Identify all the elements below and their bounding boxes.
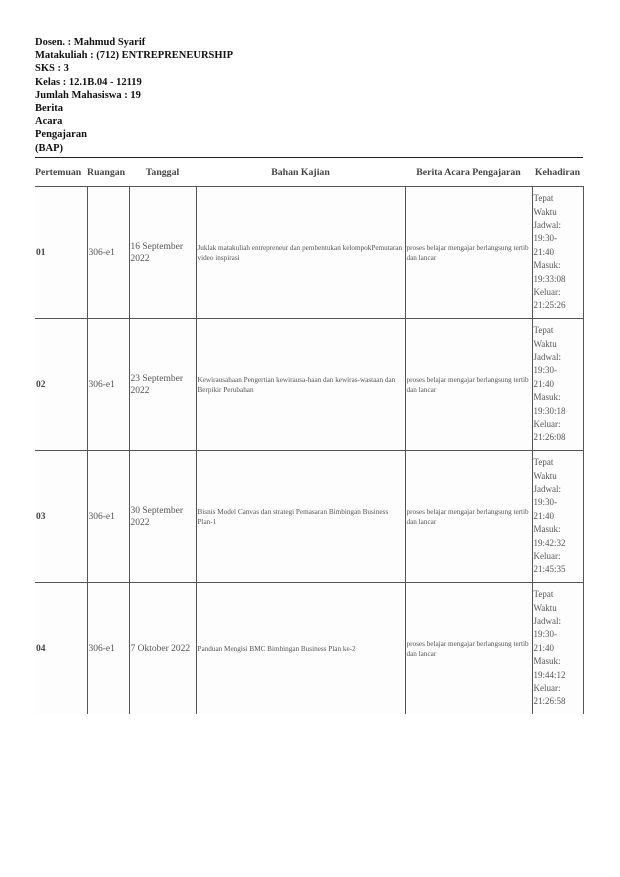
room-cell: 306-e1 <box>87 583 129 715</box>
course-line: Matakuliah : (712) ENTREPRENEURSHIP <box>35 50 234 62</box>
schedule-start: 19:30- <box>533 233 557 244</box>
meeting-number: 04 <box>35 583 87 715</box>
attendance-cell <box>532 451 583 583</box>
credits-line: SKS : 3 <box>35 63 69 75</box>
check-out-time: 21:25:26 <box>533 300 566 311</box>
date-cell: 23 September 2022 <box>129 319 196 451</box>
check-in-label: Masuk: <box>533 524 561 535</box>
date-cell: 30 September 2022 <box>129 451 196 583</box>
column-header-bahan-kajian: Bahan Kajian <box>196 158 405 187</box>
check-in-time: 19:33:08 <box>533 273 566 284</box>
attendance-cell <box>532 319 583 451</box>
schedule-end: 21:40 <box>533 510 555 521</box>
column-header-pertemuan: Pertemuan <box>35 158 87 187</box>
schedule-end: 21:40 <box>533 378 555 389</box>
date-cell: 16 September 2022 <box>129 187 196 319</box>
check-out-time: 21:26:08 <box>533 432 566 443</box>
check-out-time: 21:45:35 <box>533 564 566 575</box>
table-row <box>35 187 583 319</box>
check-out-label: Keluar: <box>533 683 561 694</box>
topic-cell: Kewirausahaan Pengertian kewirausa-haan dan kewiras-wastaan dan Berpikir Perubahan <box>196 319 405 451</box>
attendance-status: Tepat <box>533 589 554 600</box>
table-row <box>35 319 583 451</box>
date-cell: 7 Oktober 2022 <box>129 583 196 715</box>
topic-cell: Juklak matakuliah entrepreneur dan pembentukan kelompokPemutaran video inspirasi <box>196 187 405 319</box>
lecturer-line: Dosen. : Mahmud Syarif <box>35 37 146 48</box>
attendance-status: Waktu <box>533 206 557 217</box>
check-in-label: Masuk: <box>533 260 561 271</box>
check-in-label: Masuk: <box>533 656 561 667</box>
class-line: Kelas : 12.1B.04 - 12119 <box>35 76 142 88</box>
schedule-label: Jadwal: <box>533 219 561 230</box>
schedule-end: 21:40 <box>533 642 555 653</box>
attendance-status: Waktu <box>533 470 557 481</box>
column-header-tanggal: Tanggal <box>129 158 196 187</box>
bap-table <box>35 157 584 714</box>
check-out-label: Keluar: <box>533 287 561 298</box>
table-header-row <box>35 158 583 187</box>
attendance-cell <box>532 583 583 715</box>
schedule-start: 19:30- <box>533 497 557 508</box>
meeting-number: 01 <box>35 187 87 319</box>
report-cell: proses belajar mengajar berlangsung tertib dan lancar <box>405 187 532 319</box>
table-row <box>35 583 583 715</box>
check-in-time: 19:42:32 <box>533 537 566 548</box>
check-in-time: 19:30:18 <box>533 405 566 416</box>
column-header-ruangan: Ruangan <box>87 158 129 187</box>
column-header-kehadiran: Kehadiran <box>532 158 583 187</box>
attendance-cell <box>532 187 583 319</box>
report-cell: proses belajar mengajar berlangsung tertib dan lancar <box>405 583 532 715</box>
check-in-time: 19:44:12 <box>533 669 566 680</box>
schedule-start: 19:30- <box>533 629 557 640</box>
meeting-number: 03 <box>35 451 87 583</box>
check-out-time: 21:26:58 <box>533 696 566 707</box>
title-line-3: Pengajaran <box>35 129 87 141</box>
report-cell: proses belajar mengajar berlangsung tertib dan lancar <box>405 451 532 583</box>
schedule-label: Jadwal: <box>533 615 561 626</box>
title-line-2: Acara <box>35 116 63 128</box>
check-in-label: Masuk: <box>533 392 561 403</box>
topic-cell: Bisnis Model Canvas dan strategi Pemasaran Bimbingan Business Plan-1 <box>196 451 405 583</box>
schedule-label: Jadwal: <box>533 351 561 362</box>
document-header <box>35 36 335 155</box>
attendance-status: Waktu <box>533 338 557 349</box>
meeting-number: 02 <box>35 319 87 451</box>
schedule-label: Jadwal: <box>533 483 561 494</box>
attendance-status: Waktu <box>533 602 557 613</box>
table-row <box>35 451 583 583</box>
title-line-4: (BAP) <box>35 142 63 154</box>
report-cell: proses belajar mengajar berlangsung tertib dan lancar <box>405 319 532 451</box>
student-count-line: Jumlah Mahasiswa : 19 <box>35 89 141 101</box>
column-header-berita-acara: Berita Acara Pengajaran <box>405 158 532 187</box>
topic-cell: Panduan Mengisi BMC Bimbingan Business Plan ke-2 <box>196 583 405 715</box>
attendance-status: Tepat <box>533 457 554 468</box>
attendance-status: Tepat <box>533 193 554 204</box>
room-cell: 306-e1 <box>87 187 129 319</box>
schedule-start: 19:30- <box>533 365 557 376</box>
room-cell: 306-e1 <box>87 319 129 451</box>
title-line-1: Berita <box>35 103 63 115</box>
schedule-end: 21:40 <box>533 246 555 257</box>
attendance-status: Tepat <box>533 325 554 336</box>
room-cell: 306-e1 <box>87 451 129 583</box>
check-out-label: Keluar: <box>533 419 561 430</box>
check-out-label: Keluar: <box>533 551 561 562</box>
